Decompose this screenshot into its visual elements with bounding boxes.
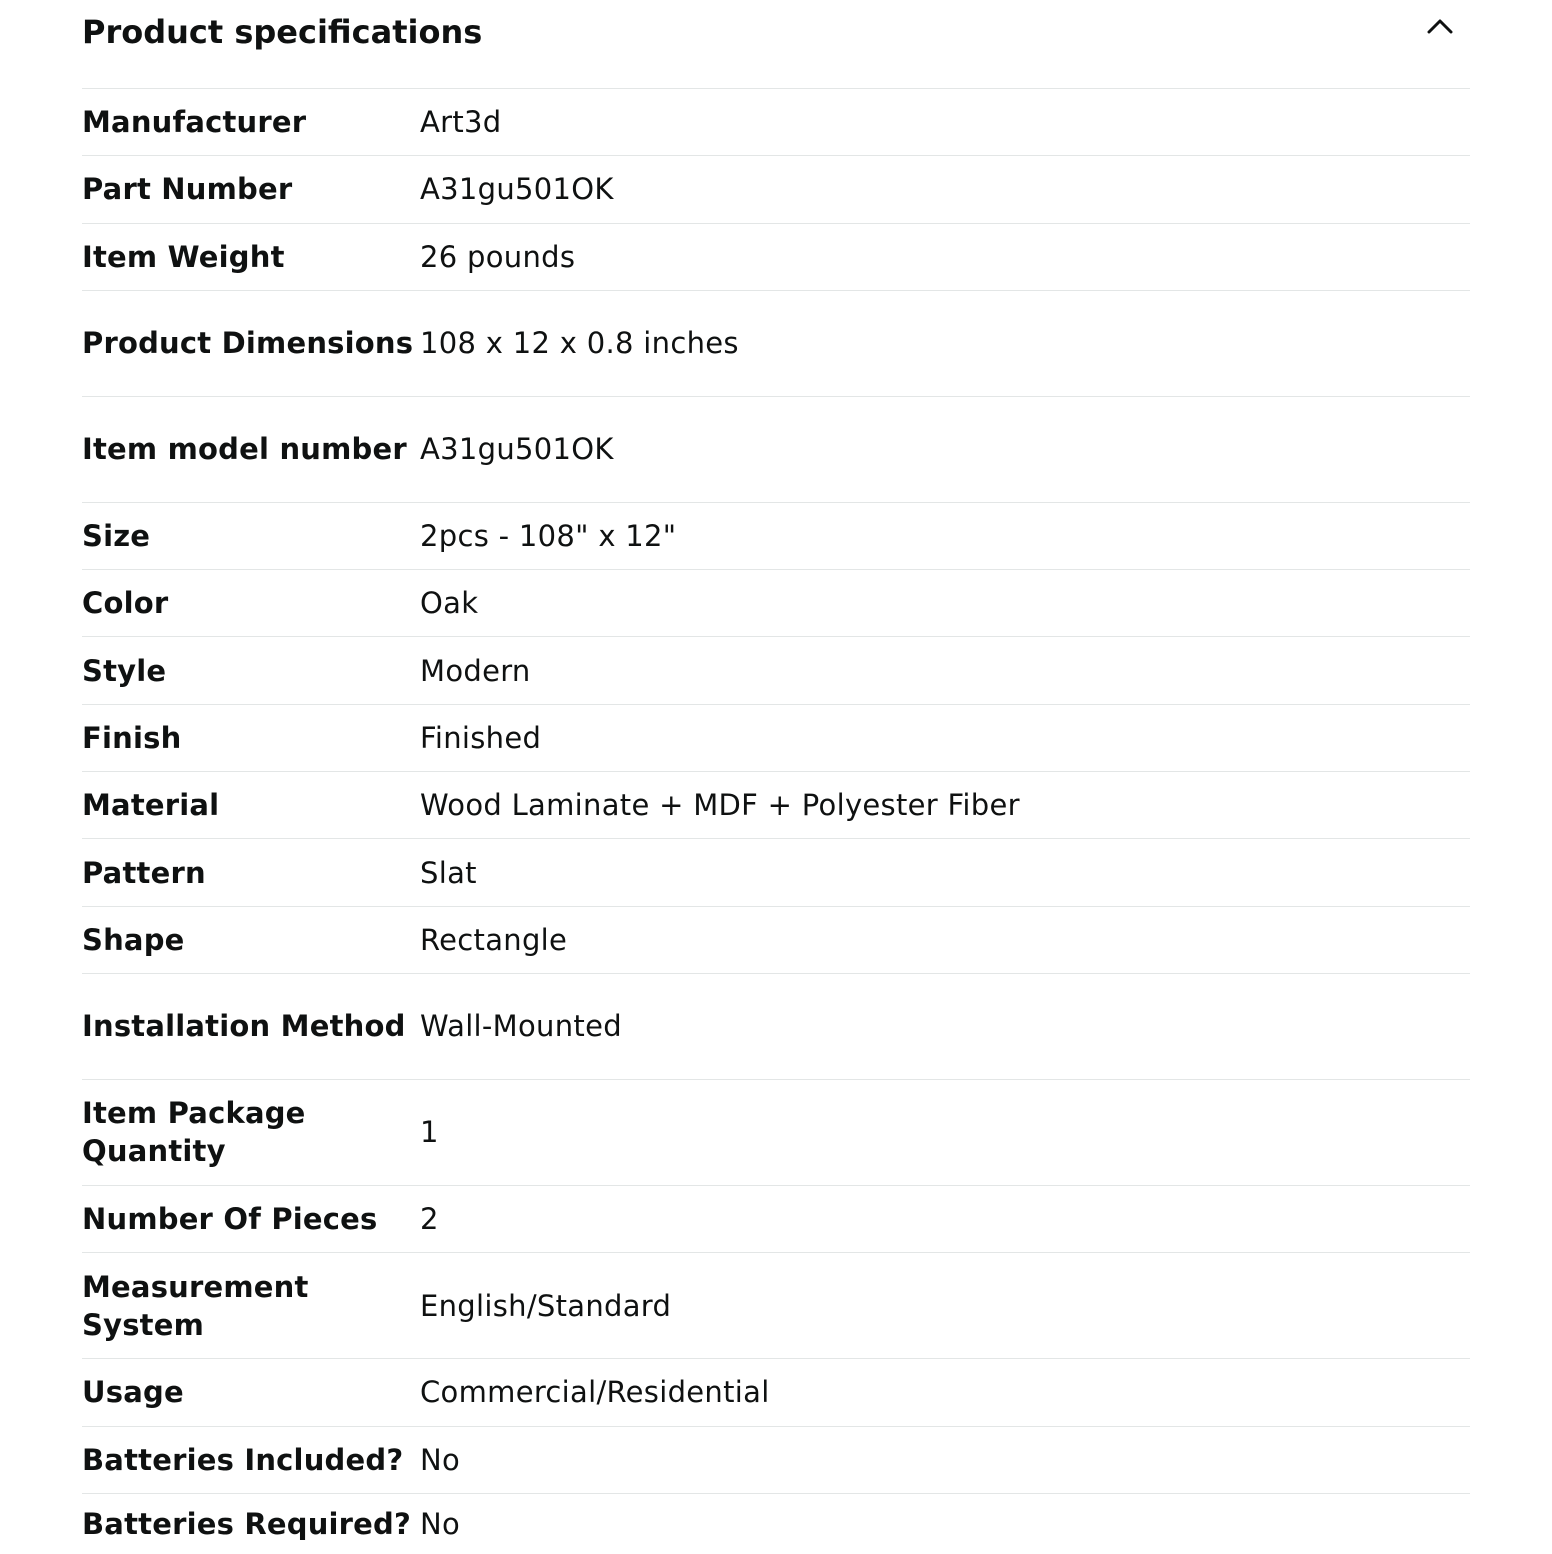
section-header[interactable] — [82, 0, 1470, 89]
spec-row-installation-method — [82, 974, 1470, 1080]
spec-row-number-of-pieces — [82, 1186, 1470, 1253]
spec-value: Rectangle — [420, 922, 568, 957]
spec-row-product-dimensions — [82, 291, 1470, 397]
spec-label: Product Dimensions — [82, 326, 414, 361]
spec-label: Finish — [82, 720, 182, 755]
spec-value: Art3d — [420, 105, 502, 140]
spec-row-shape — [82, 907, 1470, 974]
chevron-up-icon[interactable] — [1412, 2, 1468, 50]
spec-label: Pattern — [82, 855, 206, 890]
spec-value: 26 pounds — [420, 239, 576, 274]
spec-row-item-weight — [82, 224, 1470, 291]
spec-label: Size — [82, 519, 151, 554]
spec-row-pattern — [82, 839, 1470, 906]
spec-value: Oak — [420, 586, 479, 621]
spec-value: Commercial/Residential — [420, 1375, 770, 1410]
spec-value: A31gu501OK — [420, 172, 614, 207]
spec-value: Finished — [420, 720, 542, 755]
spec-value: Slat — [420, 855, 477, 890]
spec-value: English/Standard — [420, 1288, 672, 1323]
spec-value: No — [420, 1506, 461, 1541]
spec-label: Color — [82, 586, 169, 621]
spec-row-item-model-number — [82, 397, 1470, 503]
spec-row-item-package-quantity — [82, 1080, 1470, 1186]
spec-label: Item model number — [82, 432, 407, 467]
product-specifications-section — [82, 0, 1470, 1554]
spec-label: Batteries Required? — [82, 1506, 412, 1541]
spec-row-material — [82, 772, 1470, 839]
spec-label: Item Package Quantity — [82, 1096, 306, 1169]
spec-value: 2pcs - 108" x 12" — [420, 519, 677, 554]
spec-label: Installation Method — [82, 1009, 406, 1044]
spec-label: Usage — [82, 1375, 184, 1410]
spec-row-measurement-system — [82, 1253, 1470, 1359]
spec-row-finish — [82, 705, 1470, 772]
spec-value: No — [420, 1442, 461, 1477]
spec-row-usage — [82, 1359, 1470, 1426]
spec-row-manufacturer — [82, 89, 1470, 156]
spec-row-color — [82, 570, 1470, 637]
spec-label: Style — [82, 653, 167, 688]
section-title: Product specifications — [82, 13, 483, 51]
spec-label: Material — [82, 788, 220, 823]
spec-label: Part Number — [82, 172, 293, 207]
spec-row-batteries-included — [82, 1427, 1470, 1494]
spec-label: Shape — [82, 922, 185, 957]
specs-table — [82, 89, 1470, 1554]
spec-value: Modern — [420, 653, 531, 688]
spec-label: Measurement System — [82, 1269, 309, 1342]
spec-value: 1 — [420, 1115, 439, 1150]
spec-row-part-number — [82, 156, 1470, 223]
spec-value: Wood Laminate + MDF + Polyester Fiber — [420, 788, 1020, 823]
spec-value: Wall-Mounted — [420, 1009, 622, 1044]
spec-label: Batteries Included? — [82, 1442, 404, 1477]
spec-value: 108 x 12 x 0.8 inches — [420, 326, 739, 361]
spec-value: A31gu501OK — [420, 432, 614, 467]
spec-row-batteries-required — [82, 1494, 1470, 1554]
spec-value: 2 — [420, 1202, 439, 1237]
spec-label: Manufacturer — [82, 105, 307, 140]
spec-label: Item Weight — [82, 239, 285, 274]
spec-row-style — [82, 637, 1470, 704]
spec-label: Number Of Pieces — [82, 1202, 378, 1237]
spec-row-size — [82, 503, 1470, 570]
